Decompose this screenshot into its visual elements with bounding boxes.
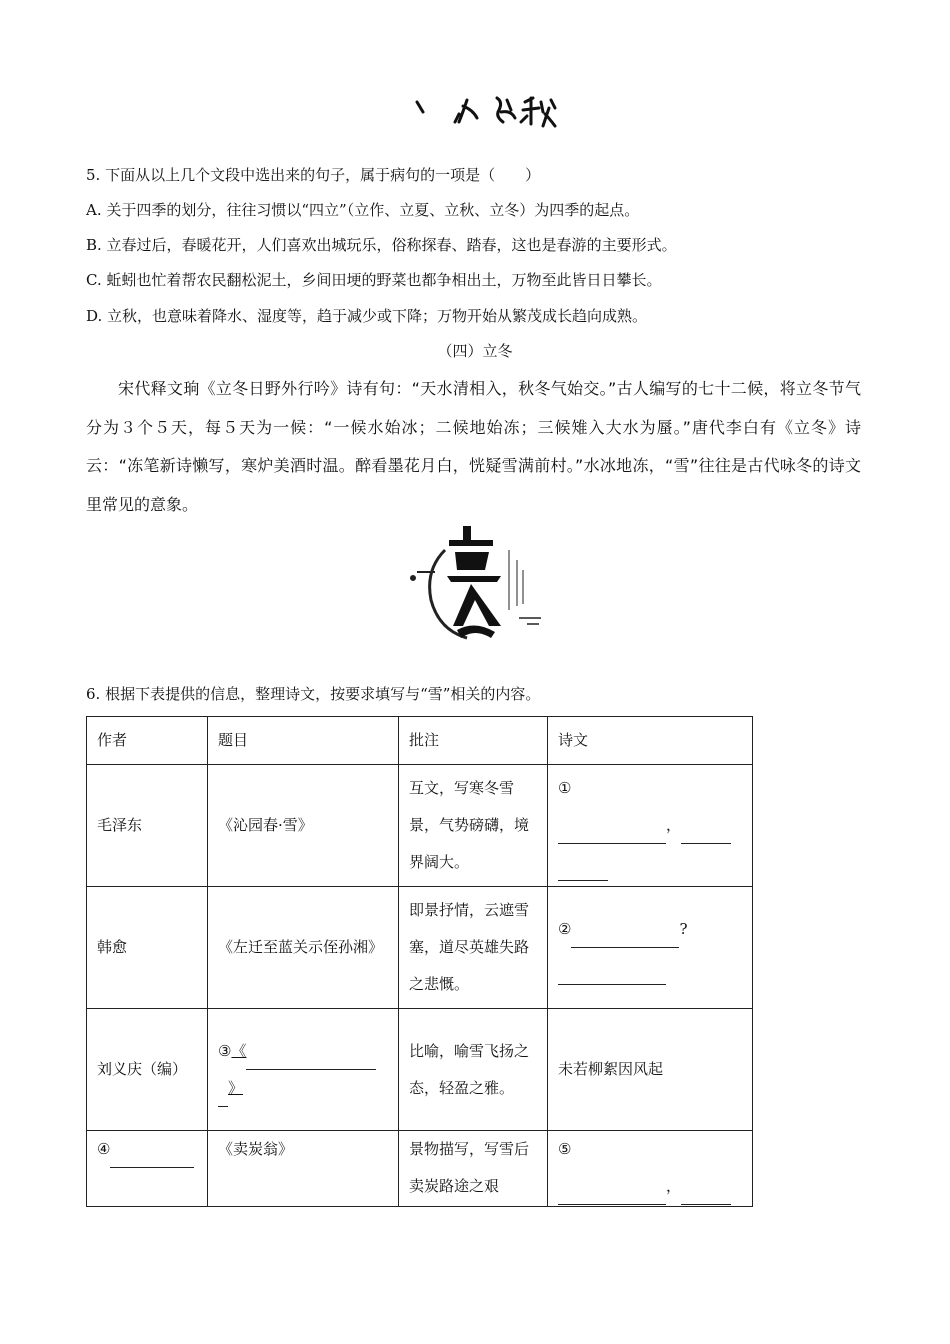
answer-blank[interactable] <box>218 1088 228 1106</box>
blank-number: ④ <box>97 1140 111 1158</box>
blank-number: ③ <box>218 1041 232 1060</box>
table-row <box>87 765 753 887</box>
answer-blank[interactable] <box>558 1187 666 1205</box>
answer-blank[interactable] <box>681 826 731 844</box>
header-poem: 诗文 <box>548 717 753 765</box>
q6-stem: 6. 根据下表提供的信息，整理诗文，按要求填写与“雪”相关的内容。 <box>86 685 541 703</box>
section-paragraph: 宋代释文珦《立冬日野外行吟》诗有句：“天水清相入，秋冬气始交。”古人编写的七十二候，将立冬节气分为３个５天，每５天为一候：“一候水始冰；二候地始冻；三候雉入大水为蜃。”唐代李白有《立冬》诗云：“冻笔新诗懒写，寒炉美酒时温。醉看墨花月白，恍疑雪满前村。”水冰地冻，“雪”往往是古代咏冬的诗文里常见的意象。 <box>86 379 861 514</box>
answer-blank[interactable] <box>558 966 666 984</box>
blank-number: ① <box>558 779 572 797</box>
header-author: 作者 <box>87 717 208 765</box>
answer-blank[interactable] <box>681 1187 731 1205</box>
cell-poem <box>548 1131 753 1207</box>
header-note: 批注 <box>399 717 548 765</box>
q5-stem: 5. 下面从以上几个文段中选出来的句子，属于病句的一项是（ ） <box>86 166 541 184</box>
cell-author: 刘义庆（编） <box>87 1009 208 1131</box>
blank-number: ⑤ <box>558 1140 572 1158</box>
cell-title <box>208 1009 399 1131</box>
cell-note: 即景抒情，云遮雪塞，道尽英雄失路之悲慨。 <box>399 887 548 1009</box>
cell-title: 《卖炭翁》 <box>208 1131 399 1207</box>
answer-blank[interactable] <box>558 863 608 881</box>
answer-blank[interactable] <box>246 1051 376 1069</box>
q5-option-d: D. 立秋，也意味着降水、湿度等，趋于减少或下降；万物开始从繁茂成长趋向成熟。 <box>86 307 648 325</box>
q5-option-b: B. 立春过后，春暖花开，人们喜欢出城玩乐，俗称探春、踏春，这也是春游的主要形式。 <box>86 236 677 254</box>
header-title: 题目 <box>208 717 399 765</box>
answer-blank[interactable] <box>110 1150 194 1168</box>
cell-author <box>87 1131 208 1207</box>
answer-blank[interactable] <box>571 929 679 947</box>
cell-author: 毛泽东 <box>87 765 208 887</box>
cell-title: 《左迁至蓝关示侄孙湘》 <box>208 887 399 1009</box>
cell-note: 比喻，喻雪飞扬之态，轻盈之雅。 <box>399 1009 548 1131</box>
table-row <box>87 1009 753 1131</box>
cell-note: 景物描写，写雪后卖炭路途之艰 <box>399 1131 548 1207</box>
poem-table <box>86 716 753 1207</box>
cell-note: 互文，写寒冬雪景，气势磅礴，境界阔大。 <box>399 765 548 887</box>
calligraphy-title <box>415 92 565 128</box>
section-heading: （四）立冬 <box>437 342 513 360</box>
answer-blank[interactable] <box>558 826 666 844</box>
table-row <box>87 1131 753 1207</box>
blank-number: ② <box>558 919 572 938</box>
q5-option-a: A. 关于四季的划分，往往习惯以“四立”（立作、立夏、立秋、立冬）为四季的起点。 <box>86 201 640 219</box>
title-open-quote: 《 <box>231 1041 247 1060</box>
cell-poem: 未若柳絮因风起 <box>548 1009 753 1131</box>
calligraphy-stroke <box>417 98 555 126</box>
cell-title: 《沁园春·雪》 <box>208 765 399 887</box>
table-row <box>87 887 753 1009</box>
cell-author: 韩愈 <box>87 887 208 1009</box>
table-header-row <box>87 717 753 765</box>
cell-poem <box>548 887 753 1009</box>
title-close-quote: 》 <box>228 1078 244 1097</box>
blank-separator: ， <box>666 1177 682 1195</box>
lidong-emblem <box>405 520 545 645</box>
q5-option-c: C. 蚯蚓也忙着帮农民翻松泥土，乡间田埂的野菜也都争相出土，万物至此皆日日攀长。 <box>86 271 662 289</box>
blank-separator: ? <box>679 919 688 938</box>
blank-separator: ， <box>666 816 682 834</box>
cell-poem <box>548 765 753 887</box>
emblem-glyph <box>447 526 501 638</box>
